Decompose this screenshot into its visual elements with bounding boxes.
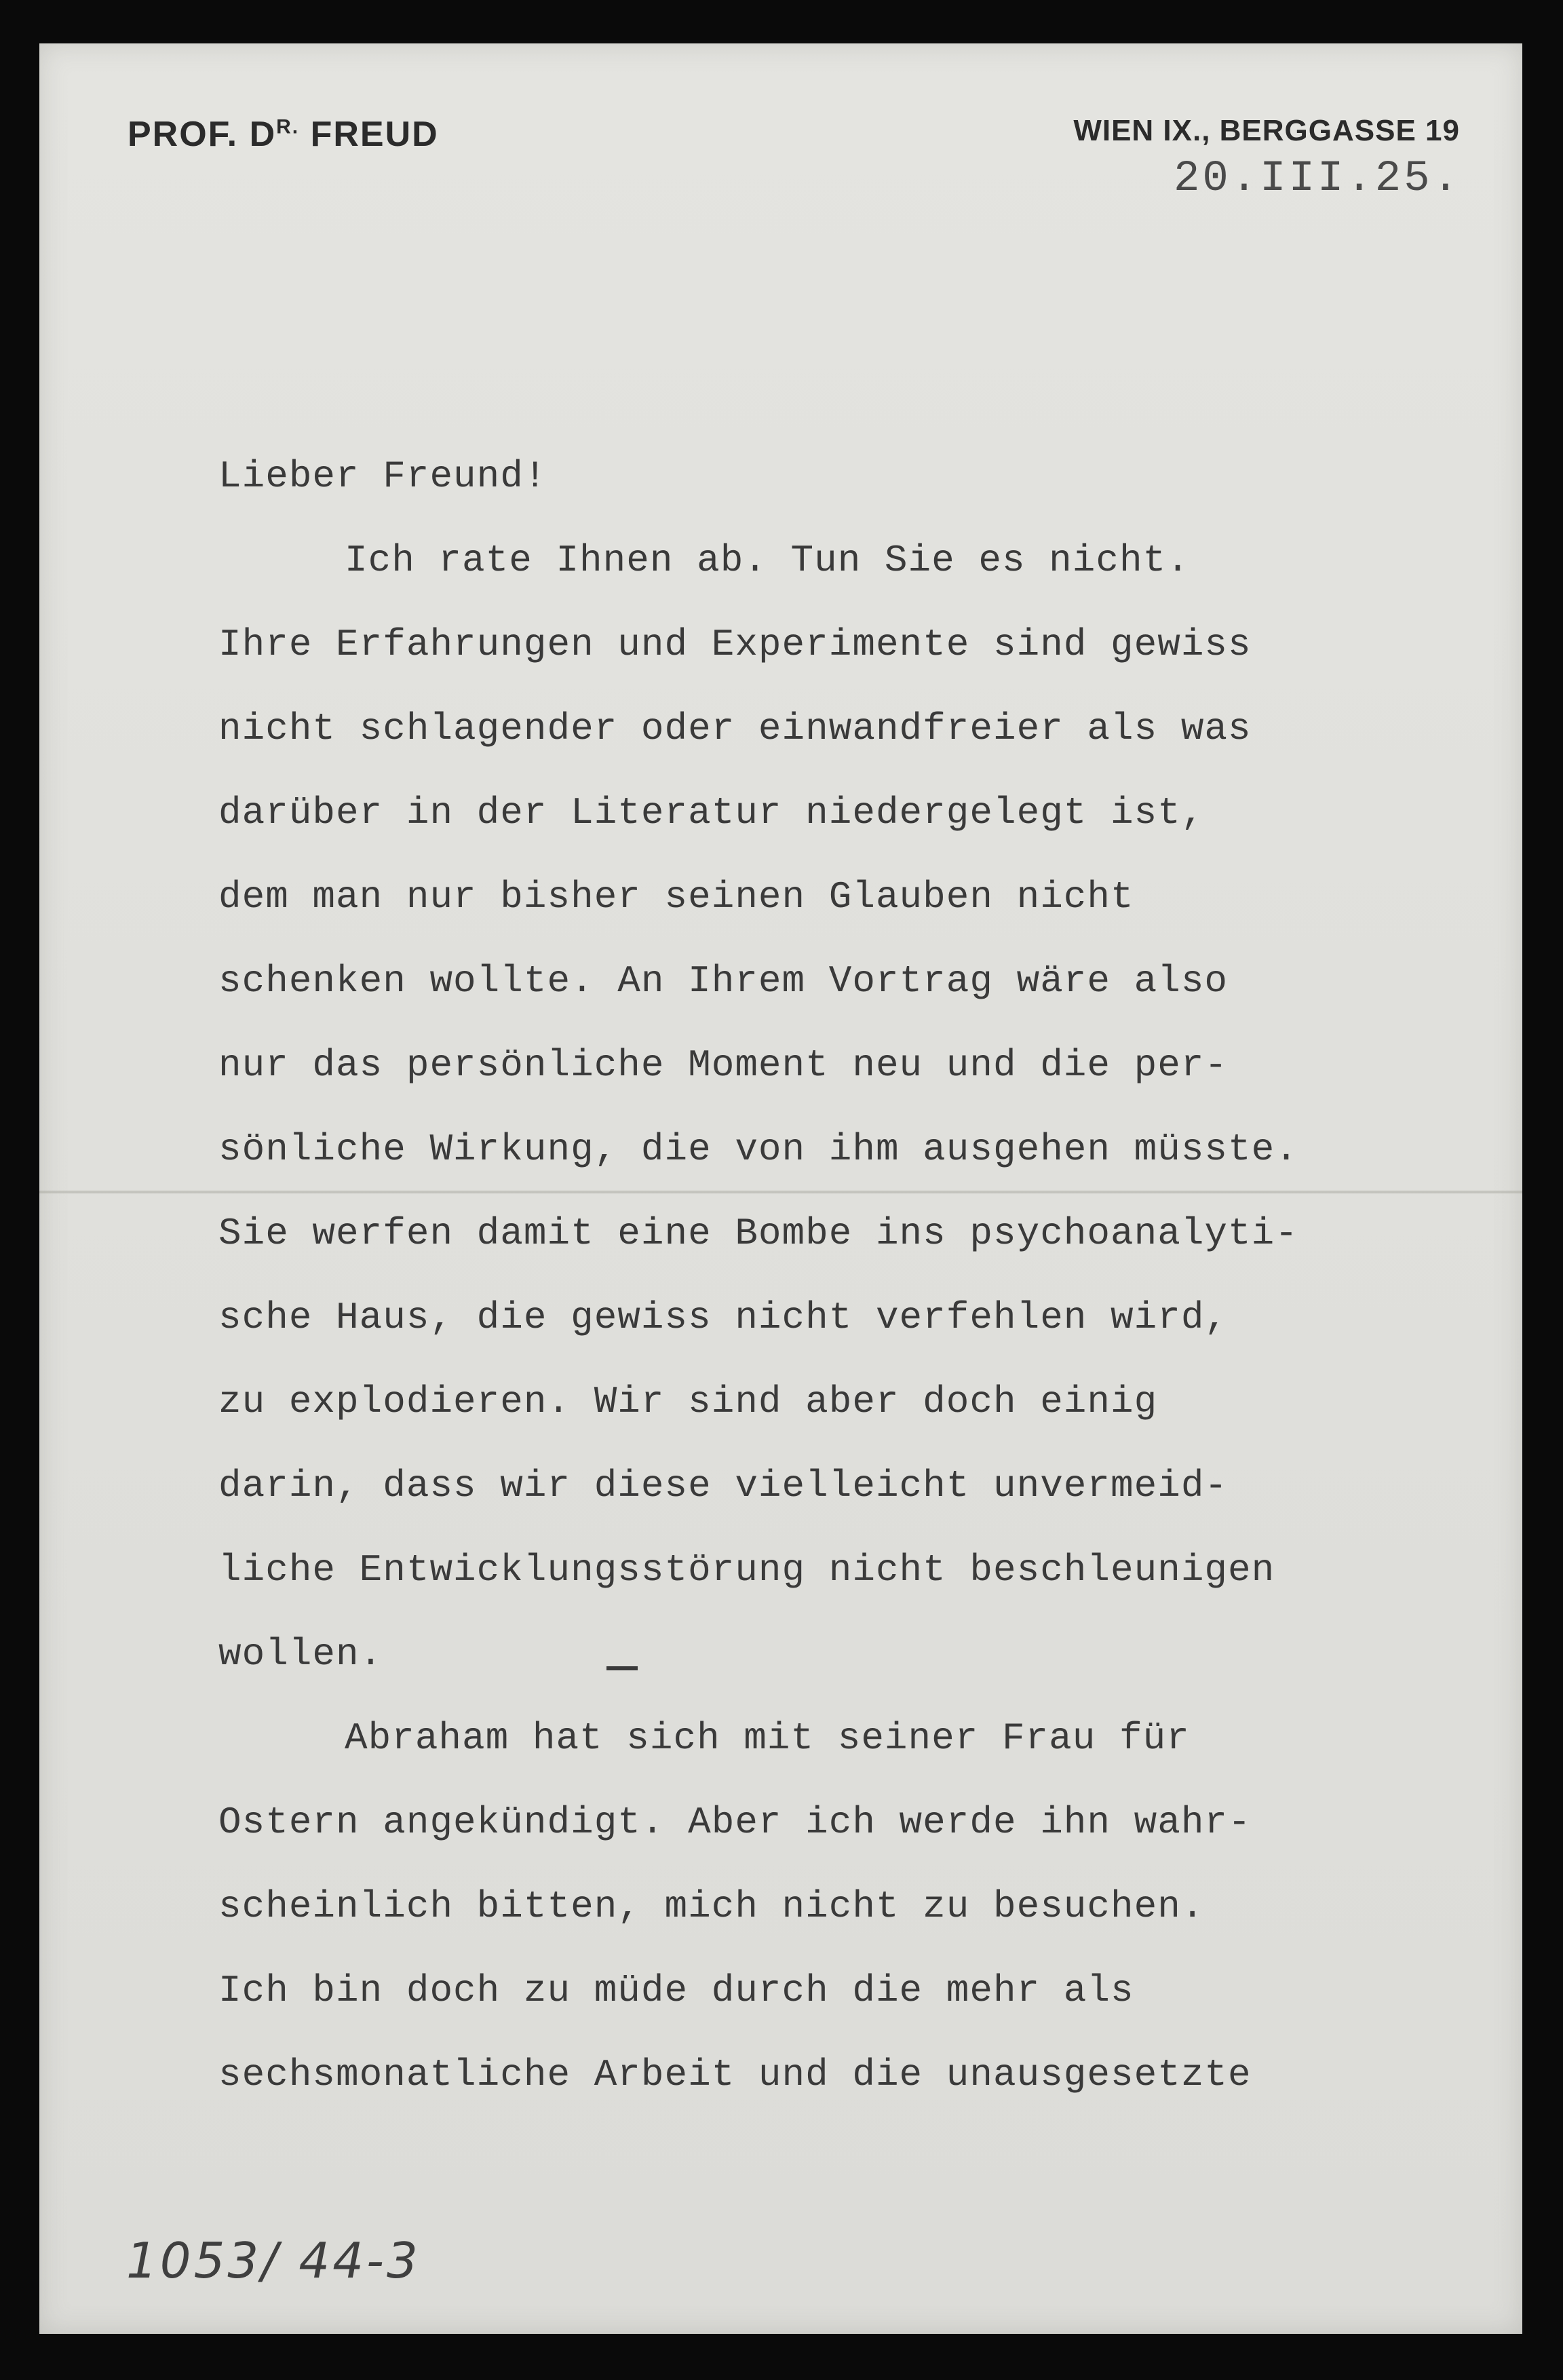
body-line: liche Entwicklungsstörung nicht beschleunigen [218,1548,1275,1592]
body-line: sche Haus, die gewiss nicht verfehlen wird, [218,1296,1229,1339]
letterhead-name-superscript: R. [276,115,300,138]
body-line: Ostern angekündigt. Aber ich werde ihn wahr- [218,1801,1252,1844]
body-line: scheinlich bitten, mich nicht zu besuchen. [218,1885,1205,1928]
body-line: darin, dass wir diese vielleicht unvermeid- [218,1464,1229,1508]
letter-body [218,434,1440,2117]
body-line: Ihre Erfahrungen und Experimente sind gewiss [218,623,1252,666]
letterhead-address: WIEN IX., BERGGASSE 19 [1073,114,1460,147]
body-line: Abraham hat sich mit seiner Frau für [345,1716,1190,1760]
letterhead-name-prefix: PROF. D [128,115,277,154]
body-line: wollen. [218,1632,383,1676]
body-line: dem man nur bisher seinen Glauben nicht [218,875,1134,919]
body-line: Ich bin doch zu müde durch die mehr als [218,1969,1134,2012]
letterhead-name-suffix: FREUD [299,115,439,154]
salutation: Lieber Freund! [218,455,547,498]
letterhead-name [128,114,439,155]
body-line: schenken wollte. An Ihrem Vortrag wäre also [218,959,1229,1003]
body-line: sechsmonatliche Arbeit und die unausgesetzte [218,2053,1252,2096]
archive-number: 1053/ 44-3 [126,2232,421,2289]
body-line: Ich rate Ihnen ab. Tun Sie es nicht. [345,539,1190,582]
body-line: darüber in der Literatur niedergelegt ist, [218,791,1205,834]
body-line: nur das persönliche Moment neu und die per- [218,1043,1229,1087]
handwritten-dash-mark [606,1666,638,1670]
body-line: sönliche Wirkung, die von ihm ausgehen müsste. [218,1128,1298,1171]
body-line: nicht schlagender oder einwandfreier als was [218,707,1252,750]
letter-date: 20.III.25. [1173,155,1461,204]
body-line: zu explodieren. Wir sind aber doch einig [218,1380,1158,1423]
body-line: Sie werfen damit eine Bombe ins psychoanalyti- [218,1212,1298,1255]
